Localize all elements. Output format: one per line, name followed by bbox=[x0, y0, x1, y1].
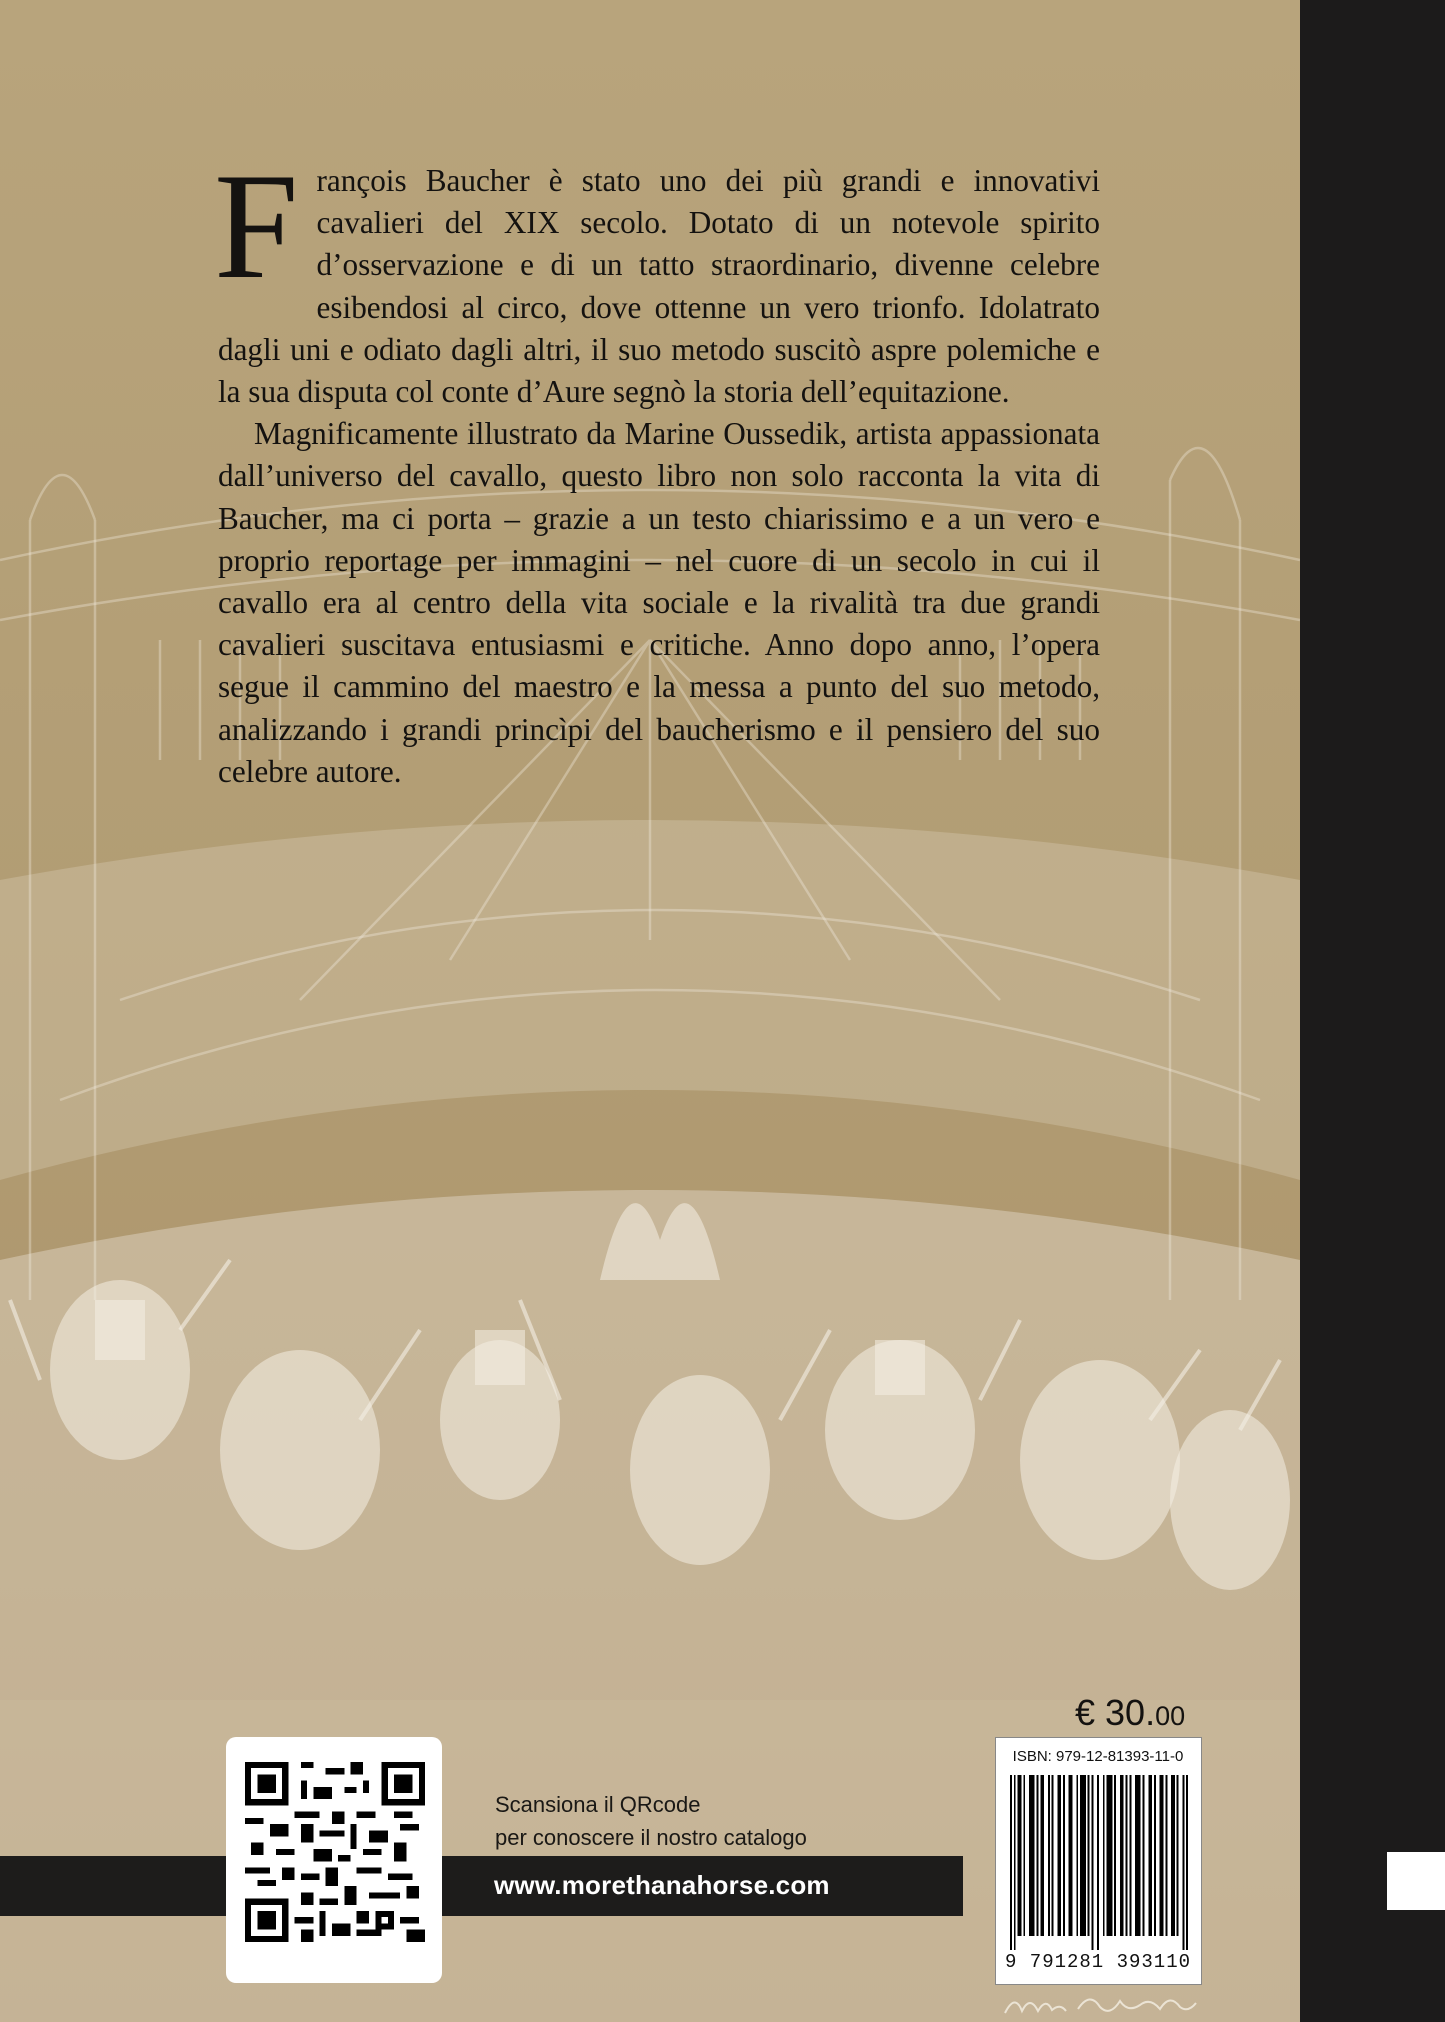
book-spine bbox=[1300, 0, 1445, 2022]
blurb-paragraph-1 bbox=[214, 142, 1100, 413]
website-url[interactable]: www.morethanahorse.com bbox=[494, 1870, 830, 1900]
drop-cap: F bbox=[214, 142, 299, 310]
blurb-paragraph-2: Magnificamente illustrato da Marine Oussedik, artista appassionata dall’universo del cavallo, questo libro non solo racconta la vita di Baucher, ma ci porta – grazie a un testo chiarissimo e a un vero e proprio reportage per immagini – nel cuore di un secolo in cui il cavallo era al centro della vita sociale e la rivalità tra due grandi cavalieri suscitava entusiasmi e critiche. Anno dopo anno, l’opera segue il cammino del maestro e la messa a punto del suo metodo, analizzando i grandi princìpi del baucherismo e il pensiero del suo celebre autore. bbox=[218, 416, 1100, 789]
qr-caption-line-2: per conoscere il nostro catalogo bbox=[495, 1825, 807, 1850]
barcode-icon bbox=[1010, 1775, 1190, 1950]
artist-signature bbox=[1000, 1983, 1200, 2022]
qr-caption-line-1: Scansiona il QRcode bbox=[495, 1792, 701, 1817]
qr-code-icon[interactable] bbox=[245, 1762, 425, 1942]
barcode-digits: 9 791281 393110 bbox=[1004, 1951, 1192, 1973]
spine-white-mark bbox=[1387, 1852, 1445, 1910]
back-cover-blurb bbox=[214, 142, 1100, 793]
isbn-text: ISBN: 979-12-81393-11-0 bbox=[1012, 1748, 1184, 1765]
price-label bbox=[1075, 1692, 1185, 1734]
price-cents: 00 bbox=[1155, 1701, 1186, 1731]
qr-caption bbox=[495, 1788, 807, 1854]
price-main: € 30. bbox=[1075, 1692, 1156, 1733]
blurb-paragraph-1-text: rançois Baucher è stato uno dei più grandi e innovativi cavalieri del XIX secolo. Dotato di un notevole spirito d’osservazione e di un tatto straordinario, divenne celebre esibendosi al circo, dove ottenne un vero trionfo. Idolatrato dagli uni e odiato dagli altri, il suo metodo suscitò aspre polemiche e la sua disputa col conte d’Aure segnò la storia dell’equitazione. bbox=[218, 163, 1100, 410]
